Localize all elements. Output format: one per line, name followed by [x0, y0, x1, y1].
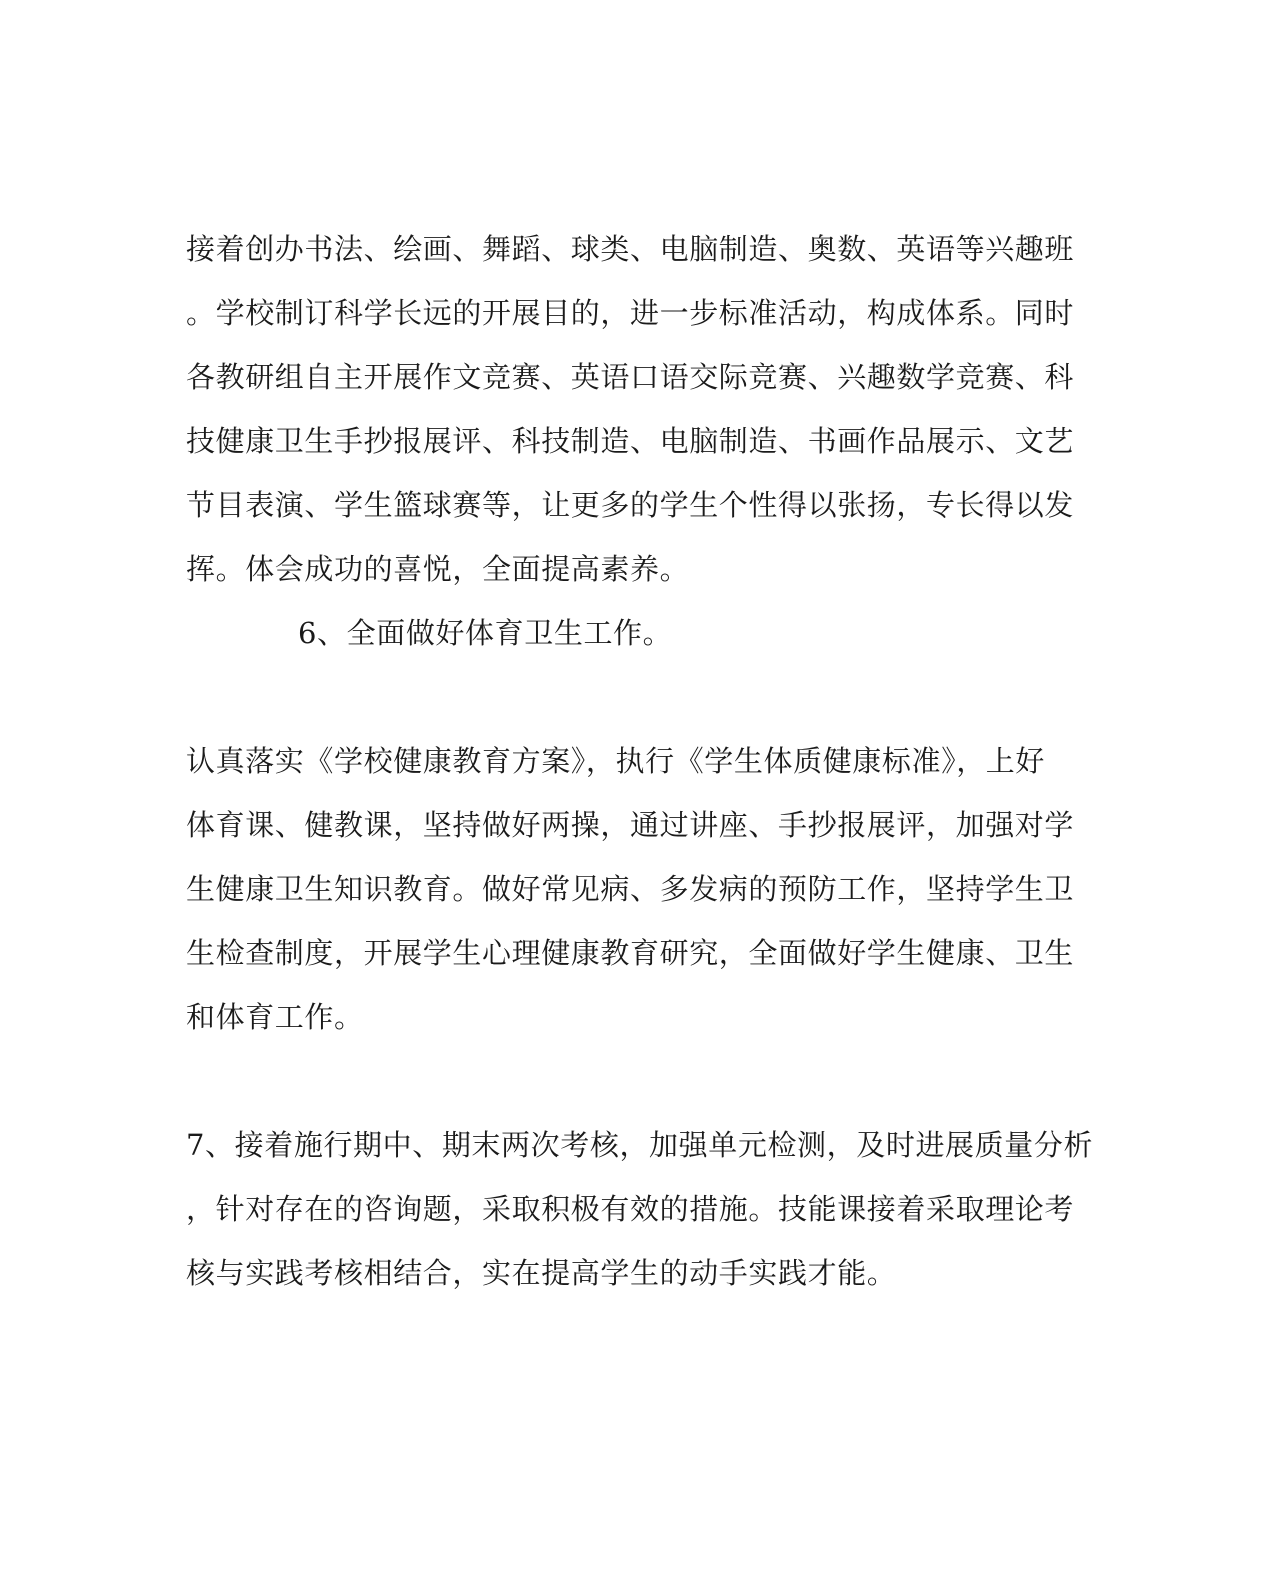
- paragraph-2-line-4: 生检查制度，开展学生心理健康教育研究，全面做好学生健康、卫生: [186, 936, 1075, 970]
- paragraph-2-line-3: 生健康卫生知识教育。做好常见病、多发病的预防工作，坚持学生卫: [186, 872, 1075, 906]
- paragraph-3-line-2: ，针对存在的咨询题，采取积极有效的措施。技能课接着采取理论考: [186, 1192, 1075, 1226]
- section-heading-6: 6、全面做好体育卫生工作。: [298, 616, 673, 650]
- paragraph-3-line-3: 核与实践考核相结合，实在提高学生的动手实践才能。: [186, 1256, 897, 1290]
- paragraph-2-line-5: 和体育工作。: [186, 1000, 364, 1034]
- paragraph-1-line-5: 节目表演、学生篮球赛等，让更多的学生个性得以张扬，专长得以发: [186, 488, 1075, 522]
- paragraph-2-line-1: 认真落实《学校健康教育方案》，执行《学生体质健康标准》，上好: [186, 744, 1046, 778]
- paragraph-1-line-2: 。学校制订科学长远的开展目的，进一步标准活动，构成体系。同时: [186, 296, 1075, 330]
- paragraph-1-line-1: 接着创办书法、绘画、舞蹈、球类、电脑制造、奥数、英语等兴趣班: [186, 232, 1075, 266]
- paragraph-3-line-1: 7、接着施行期中、期末两次考核，加强单元检测，及时进展质量分析: [186, 1128, 1094, 1162]
- paragraph-2-line-2: 体育课、健教课，坚持做好两操，通过讲座、手抄报展评，加强对学: [186, 808, 1075, 842]
- paragraph-1-line-4: 技健康卫生手抄报展评、科技制造、电脑制造、书画作品展示、文艺: [186, 424, 1075, 458]
- paragraph-1-line-3: 各教研组自主开展作文竞赛、英语口语交际竞赛、兴趣数学竞赛、科: [186, 360, 1075, 394]
- paragraph-1-line-6: 挥。体会成功的喜悦，全面提高素养。: [186, 552, 690, 586]
